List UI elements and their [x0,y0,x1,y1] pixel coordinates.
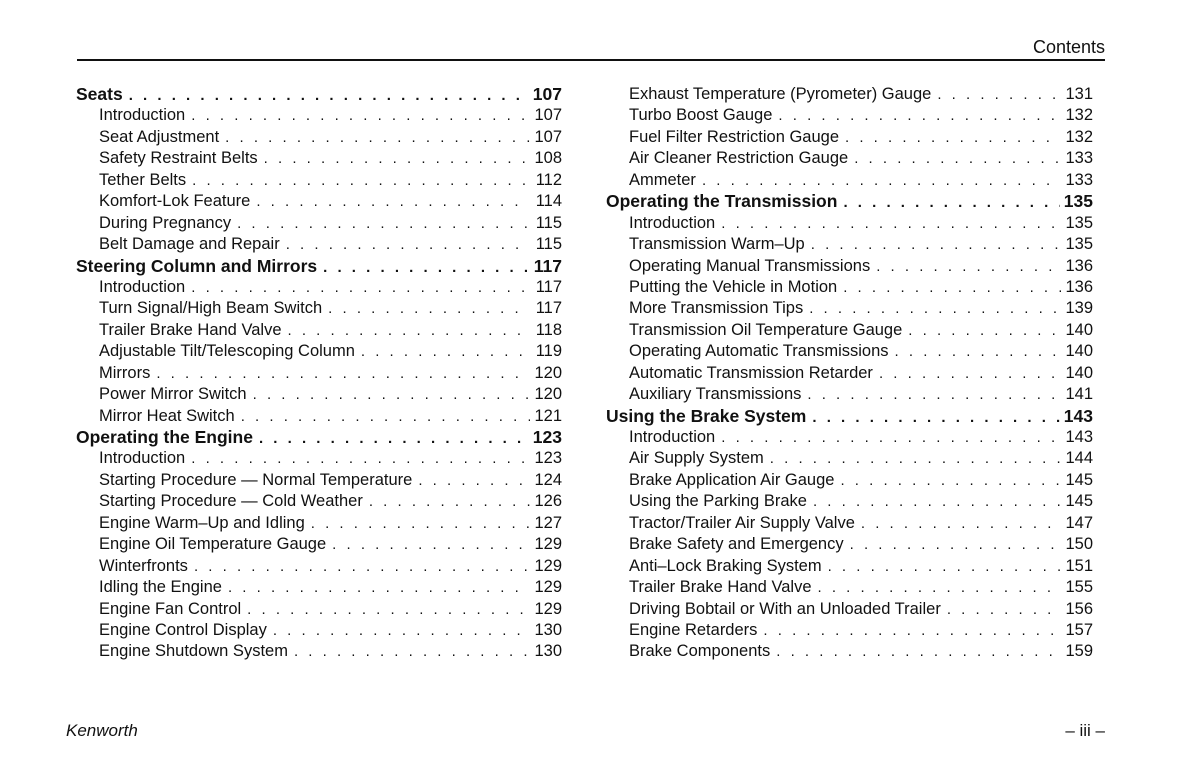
dot-leader [225,127,530,148]
toc-entry-label: Exhaust Temperature (Pyrometer) Gauge [629,85,932,103]
toc-entry-page: 135 [1065,235,1093,254]
toc-entry-page: 108 [534,149,562,168]
dot-leader [369,491,530,512]
toc-entry [76,363,562,384]
toc-entry-label: Komfort-Lok Feature [99,192,251,211]
toc-entry-label: Turbo Boost Gauge [629,106,773,125]
dot-leader [323,257,530,277]
toc-entry-label: Engine Shutdown System [99,642,288,661]
toc-entry-label: Winterfronts [99,556,188,575]
toc-entry-label: Operating the Transmission [606,191,838,212]
dot-leader [191,277,530,298]
dot-leader [194,556,530,577]
dot-leader [845,127,1061,148]
toc-entry-label: Starting Procedure — Cold Weather [99,492,363,511]
toc-entry-page: 107 [534,106,562,125]
toc-entry-label: Mirrors [99,363,151,382]
dot-leader [418,470,530,491]
dot-leader [770,448,1061,469]
toc-entry-label: Transmission Warm–Up [629,235,805,254]
toc-entry [606,641,1093,662]
toc-entry [606,170,1093,191]
toc-entry-page: 144 [1065,449,1093,468]
toc-entry-page: 135 [1063,191,1093,212]
toc-entry-page: 129 [534,599,562,618]
dot-leader [811,234,1061,255]
toc-entry [76,599,562,620]
toc-entry [606,556,1093,577]
toc-section-entry [606,191,1093,212]
page-header-title: Contents [1032,37,1105,57]
toc-entry-page: 132 [1065,106,1093,125]
toc-entry-label: Trailer Brake Hand Valve [629,578,812,597]
toc-entry [76,341,562,362]
dot-leader [778,105,1061,126]
dot-leader [809,298,1061,319]
toc-entry [606,534,1093,555]
dot-leader [843,192,1059,212]
toc-entry-page: 156 [1065,599,1093,618]
toc-entry [606,427,1093,448]
toc-entry-label: Seats [76,84,123,104]
toc-entry-label: Engine Warm–Up and Idling [99,513,305,532]
toc-entry-label: Auxiliary Transmissions [629,385,802,404]
dot-leader [813,491,1061,512]
toc-right-column [606,84,1093,663]
dot-leader [256,191,530,212]
toc-section-entry [606,406,1093,427]
toc-entry-label: Ammeter [629,170,696,189]
dot-leader [259,428,529,448]
toc-entry-label: Tractor/Trailer Air Supply Valve [629,513,855,532]
toc-entry-label: Using the Parking Brake [629,492,807,511]
toc-entry-label: Introduction [99,106,186,125]
toc-entry [76,641,562,662]
toc-entry-label: Automatic Transmission Retarder [629,363,873,382]
dot-leader [253,384,530,405]
toc-entry [606,384,1093,405]
toc-entry-page: 123 [534,449,562,468]
toc-entry [606,298,1093,319]
toc-entry [606,470,1093,491]
toc-entry [76,448,562,469]
dot-leader [286,234,530,255]
toc-entry-page: 117 [533,255,562,276]
toc-entry-label: Introduction [629,213,716,232]
toc-entry-label: Brake Components [629,642,771,661]
dot-leader [895,341,1061,362]
dot-leader [311,513,530,534]
toc-entry-page: 145 [1065,470,1093,489]
toc-entry-page: 139 [1065,299,1093,318]
toc-entry [606,277,1093,298]
toc-entry [606,341,1093,362]
toc-entry-label: Mirror Heat Switch [99,406,235,425]
toc-entry [76,170,562,191]
toc-entry [606,620,1093,641]
toc-entry-label: Engine Oil Temperature Gauge [99,535,327,554]
toc-entry-page: 157 [1065,620,1093,639]
toc-entry-page: 133 [1065,149,1093,168]
toc-entry [76,491,562,512]
dot-leader [854,148,1061,169]
header-rule [77,59,1105,61]
toc-entry-label: Driving Bobtail or With an Unloaded Trailer [629,599,941,618]
toc-entry [76,191,562,212]
dot-leader [879,363,1061,384]
dot-leader [828,556,1061,577]
toc-entry-label: Transmission Oil Temperature Gauge [629,320,903,339]
toc-entry [76,148,562,169]
toc-entry-page: 115 [535,213,562,232]
toc-entry [606,127,1093,148]
dot-leader [241,406,530,427]
toc-entry-label: Adjustable Tilt/Telescoping Column [99,342,355,361]
toc-entry-page: 107 [532,84,562,104]
toc-entry-page: 133 [1065,170,1093,189]
toc-entry-page: 126 [534,492,562,511]
toc-entry [76,298,562,319]
toc-entry-page: 151 [1065,556,1093,575]
dot-leader [361,341,530,362]
toc-entry [606,148,1093,169]
toc-entry-page: 129 [534,535,562,554]
toc-entry-page: 130 [534,642,562,661]
toc-entry-page: 132 [1065,127,1093,146]
toc-entry-label: During Pregnancy [99,213,232,232]
toc-entry-label: Engine Control Display [99,620,267,639]
toc-entry-page: 159 [1065,642,1093,661]
toc-entry-label: Safety Restraint Belts [99,149,258,168]
dot-leader [850,534,1061,555]
toc-entry [76,127,562,148]
toc-entry-label: Air Cleaner Restriction Gauge [629,149,849,168]
toc-entry-label: Introduction [99,449,186,468]
toc-entry-label: Using the Brake System [606,405,807,426]
dot-leader [192,170,530,191]
dot-leader [721,427,1061,448]
toc-entry-label: Seat Adjustment [99,127,220,146]
toc-entry-page: 120 [534,363,562,382]
toc-entry [76,534,562,555]
toc-entry-label: Introduction [99,277,186,296]
toc-entry [606,320,1093,341]
toc-entry-label: Operating Automatic Transmissions [629,342,889,361]
toc-entry [76,470,562,491]
toc-entry-page: 135 [1065,213,1093,232]
toc-entry-page: 143 [1063,405,1093,426]
toc-entry-label: Engine Fan Control [99,599,242,618]
toc-entry [606,84,1093,105]
toc-entry [76,384,562,405]
toc-entry [76,234,562,255]
dot-leader [264,148,530,169]
dot-leader [156,363,530,384]
toc-entry [606,513,1093,534]
toc-entry [76,105,562,126]
dot-leader [776,641,1061,662]
toc-entry-label: Fuel Filter Restriction Gauge [629,127,839,146]
toc-entry-page: 117 [535,277,562,296]
toc-entry-page: 129 [534,556,562,575]
toc-section-entry [76,256,562,277]
toc-entry-page: 141 [1065,385,1093,404]
toc-entry-label: Turn Signal/High Beam Switch [99,299,323,318]
toc-entry-label: Introduction [629,428,716,446]
toc-entry-label: Idling the Engine [99,578,222,597]
toc-entry-page: 140 [1065,320,1093,339]
dot-leader [807,384,1061,405]
dot-leader [328,298,530,319]
toc-entry [606,448,1093,469]
toc-entry-page: 117 [535,299,562,318]
toc-entry-page: 155 [1065,578,1093,597]
toc-entry [606,491,1093,512]
toc-entry-label: Air Supply System [629,449,764,468]
toc-entry [606,213,1093,234]
toc-entry-label: Trailer Brake Hand Valve [99,320,282,339]
dot-leader [876,256,1061,277]
footer-page-number: – iii – [1065,721,1105,740]
toc-entry-page: 136 [1065,256,1093,275]
toc-entry-page: 129 [534,578,562,597]
toc-entry-page: 121 [534,406,562,425]
toc-entry [606,577,1093,598]
toc-entry-label: More Transmission Tips [629,299,804,318]
toc-entry [606,599,1093,620]
toc-entry-page: 136 [1065,277,1093,296]
toc-section-entry [76,84,562,105]
toc-entry-page: 107 [534,127,562,146]
dot-leader [247,599,530,620]
dot-leader [818,577,1062,598]
toc-entry-page: 147 [1065,513,1093,532]
toc-entry [606,363,1093,384]
toc-entry-page: 120 [534,385,562,404]
dot-leader [294,641,530,662]
dot-leader [763,620,1061,641]
toc-entry-label: Brake Application Air Gauge [629,470,835,489]
dot-leader [861,513,1061,534]
toc-entry-page: 119 [535,342,562,361]
toc-entry-page: 143 [1065,428,1093,446]
dot-leader [947,599,1061,620]
toc-entry-label: Putting the Vehicle in Motion [629,277,838,296]
toc-entry-label: Power Mirror Switch [99,385,247,404]
toc-entry-page: 150 [1065,535,1093,554]
dot-leader [937,84,1061,105]
toc-entry-label: Belt Damage and Repair [99,235,280,254]
toc-entry-label: Operating the Engine [76,427,253,447]
toc-entry-page: 127 [534,513,562,532]
toc-entry [606,105,1093,126]
toc-entry-label: Starting Procedure — Normal Temperature [99,470,413,489]
toc-entry [76,620,562,641]
toc-entry-page: 115 [535,235,562,254]
toc-entry-page: 145 [1065,492,1093,511]
toc-entry-page: 124 [534,470,562,489]
footer-brand: Kenworth [66,721,138,740]
toc-entry-label: Tether Belts [99,170,187,189]
toc-entry-page: 140 [1065,363,1093,382]
dot-leader [191,448,530,469]
toc-entry [76,406,562,427]
toc-entry-label: Anti–Lock Braking System [629,556,822,575]
dot-leader [840,470,1061,491]
dot-leader [812,407,1059,427]
dot-leader [721,213,1061,234]
toc-entry-page: 123 [532,427,562,447]
toc-entry-page: 131 [1065,85,1093,103]
toc-entry-page: 130 [534,620,562,639]
toc-entry [76,513,562,534]
dot-leader [129,85,529,105]
toc-entry-label: Brake Safety and Emergency [629,535,844,554]
toc-entry-label: Operating Manual Transmissions [629,256,871,275]
toc-entry-page: 140 [1065,342,1093,361]
toc-left-column [76,84,562,663]
toc-entry [76,320,562,341]
toc-entry [76,556,562,577]
toc-entry [76,577,562,598]
dot-leader [288,320,531,341]
toc-entry-page: 112 [535,170,562,189]
toc-entry [606,234,1093,255]
dot-leader [228,577,530,598]
toc-section-entry [76,427,562,448]
dot-leader [702,170,1061,191]
dot-leader [332,534,530,555]
toc-entry [76,277,562,298]
toc-entry [606,256,1093,277]
toc-entry-page: 118 [535,320,562,339]
dot-leader [237,213,530,234]
toc-entry-label: Steering Column and Mirrors [76,255,318,276]
dot-leader [273,620,530,641]
dot-leader [908,320,1061,341]
dot-leader [843,277,1061,298]
dot-leader [191,105,530,126]
toc-entry [76,213,562,234]
toc-entry-page: 114 [535,192,562,211]
toc-entry-label: Engine Retarders [629,620,758,639]
